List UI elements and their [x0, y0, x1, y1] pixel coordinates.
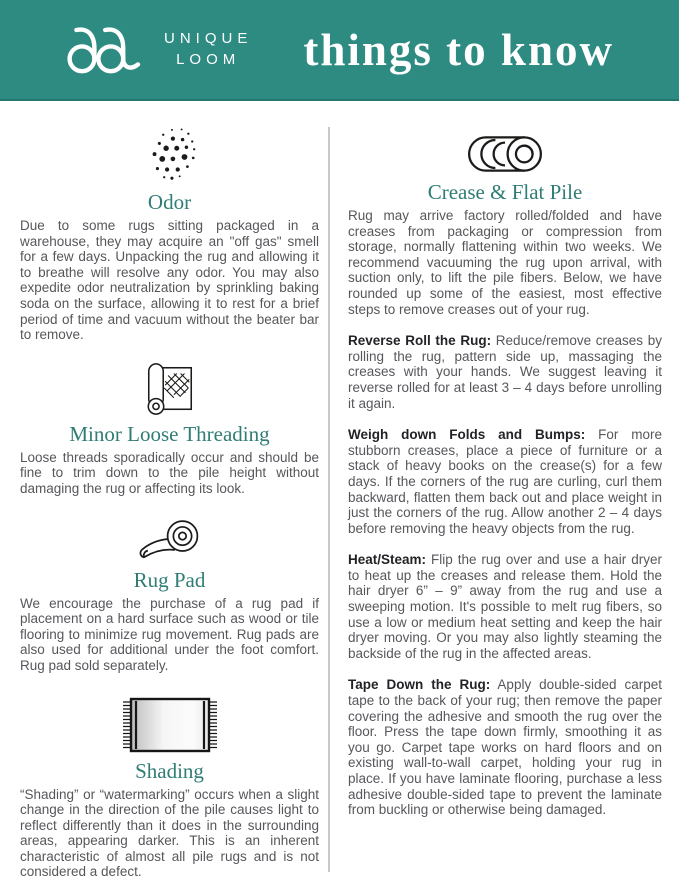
fringed-rug-icon — [20, 694, 319, 754]
tip-lead: Reverse Roll the Rug: — [348, 333, 491, 348]
tip-heat-steam — [348, 552, 662, 661]
section-shading — [20, 694, 319, 880]
tip-tape-down — [348, 677, 662, 817]
tip-body: Apply double-sided carpet tape to the back of your rug; then remove the paper covering the adhesive and smooth the rug over the floor. Press the tape down firmly, smoothing it as you go. Carpet tape works on hard floors and on existing wall-to-wall carpet, holding your rug in place. If you have laminate flooring, purchase a less adhesive double-sided tape to prevent the laminate from buckling or otherwise being damaged. — [348, 677, 662, 817]
tip-reverse-roll — [348, 333, 662, 411]
section-title-threading: Minor Loose Threading — [20, 422, 319, 447]
section-crease-flat-pile — [348, 133, 662, 317]
rolled-pad-icon — [20, 513, 319, 563]
section-body-threading: Loose threads sporadically occur and should be fine to trim down to the pile height without damaging the rug or affecting its look. — [20, 450, 319, 497]
section-body-rug-pad: We encourage the purchase of a rug pad if placement on a hard surface such as wood or tile flooring to minimize rug movement. Rug pads are also used for additional under the foot comfort. Rug pad sold separately. — [20, 596, 319, 674]
section-body-crease: Rug may arrive factory rolled/folded and have creases from packaging or compression from storage, normally flattening within two weeks. We recommend vacuuming the rug upon arrival, with suction only, to lift the pile fibers. Below, we have rounded up some of the easiest, most effective steps to remove creases out of your rug. — [348, 208, 662, 317]
content-area — [0, 101, 679, 880]
section-rug-pad — [20, 513, 319, 674]
left-column — [0, 101, 328, 880]
tip-lead: Weigh down Folds and Bumps: — [348, 427, 585, 442]
section-odor — [20, 127, 319, 343]
unrolling-rug-icon — [20, 361, 319, 417]
tip-weigh-down — [348, 427, 662, 536]
section-title-crease: Crease & Flat Pile — [348, 180, 662, 205]
tip-body: Flip the rug over and use a hair dryer to heat up the creases and release them. Hold the hair dryer 6” – 9” away from the rug and use a sweeping motion. It's possible to melt rug fibers, so use a low or medium heat setting and keep the hair dryer moving. Or you may also lightly steaming the backside of the rug in the affected areas. — [348, 552, 662, 661]
brand-name: UNIQUE LOOM — [164, 29, 252, 70]
section-title-shading: Shading — [20, 759, 319, 784]
unique-loom-logo-icon — [58, 24, 154, 76]
section-minor-loose-threading — [20, 361, 319, 497]
tip-body: Reduce/remove creases by rolling the rug, pattern side up, massaging the creases with your hands. We suggest leaving it reverse rolled for at least 3 – 4 days before unrolling it again. — [348, 333, 662, 410]
section-title-odor: Odor — [20, 190, 319, 215]
tip-lead: Heat/Steam: — [348, 552, 426, 567]
odor-dots-icon — [20, 127, 319, 185]
header-banner — [0, 0, 679, 101]
tip-body: For more stubborn creases, place a piece of furniture or a stack of heavy books on the crease(s) for a few days. If the corners of the rug are curling, curl them backward, flatten them back out and place weight in just the corners of the rug. Allow another 2 – 4 days before removing the heavy objects from the rug. — [348, 427, 662, 536]
page-title: things to know — [252, 24, 679, 76]
tip-lead: Tape Down the Rug: — [348, 677, 490, 692]
right-column — [330, 101, 679, 880]
section-body-odor: Due to some rugs sitting packaged in a warehouse, they may acquire an "off gas" smell for a few days. Unpacking the rug and allowing it to breathe will resolve any odor. You may also expedite odor neutralization by sprinkling baking soda on the surface, allowing it to rest for a brief period of time and vacuum without the beater bar to remove. — [20, 218, 319, 343]
brand-logo — [58, 24, 252, 76]
section-body-shading: “Shading” or “watermarking” occurs when a slight change in the direction of the pile causes light to reflect differently than it does in the surrounding areas, appearing darker. This is an inherent characteristic of almost all pile rugs and is not considered a defect. — [20, 787, 319, 880]
rolled-rug-side-icon — [348, 133, 662, 175]
section-title-rug-pad: Rug Pad — [20, 568, 319, 593]
